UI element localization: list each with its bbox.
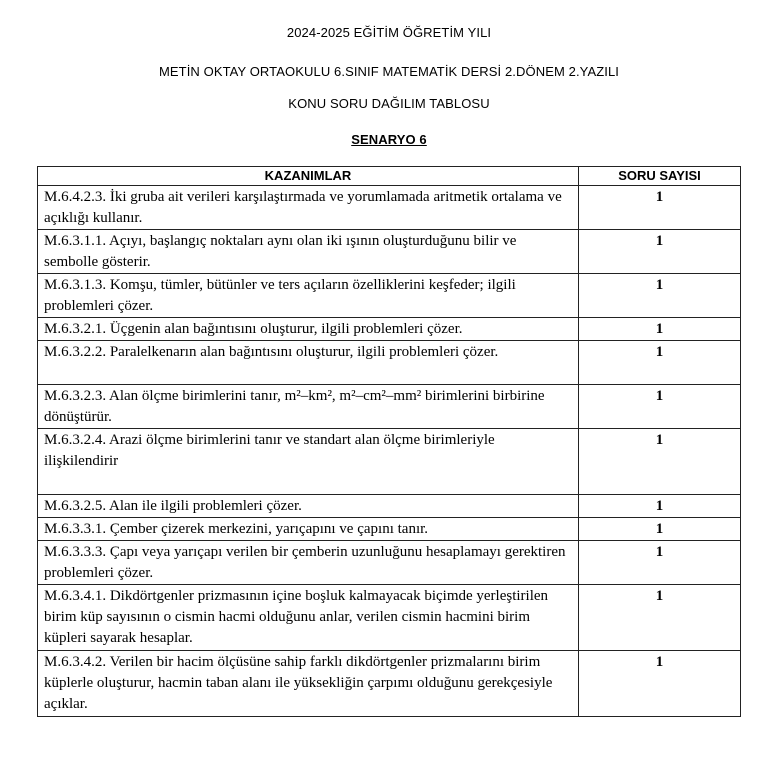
kazanim-cell: M.6.3.2.5. Alan ile ilgili problemleri çözer. xyxy=(38,495,579,518)
kazanim-cell: M.6.3.2.4. Arazi ölçme birimlerini tanır ve standart alan ölçme birimleriyle ilişkilendirir xyxy=(38,429,579,495)
table-row xyxy=(38,518,741,541)
table-row xyxy=(38,385,741,429)
kazanim-cell: M.6.3.2.3. Alan ölçme birimlerini tanır, m²–km², m²–cm²–mm² birimlerini birbirine dönüştürür. xyxy=(38,385,579,429)
kazanim-cell: M.6.3.1.3. Komşu, tümler, bütünler ve ters açıların özelliklerini keşfeder; ilgili problemleri çözer. xyxy=(38,274,579,318)
table-row xyxy=(38,495,741,518)
kazanim-cell: M.6.3.3.3. Çapı veya yarıçapı verilen bir çemberin uzunluğunu hesaplamayı gerektiren problemleri çözer. xyxy=(38,541,579,585)
soru-sayisi-cell: 1 xyxy=(579,341,741,385)
soru-sayisi-cell: 1 xyxy=(579,385,741,429)
scenario-title: SENARYO 6 xyxy=(351,132,427,147)
soru-sayisi-cell: 1 xyxy=(579,541,741,585)
kazanim-cell: M.6.3.4.1. Dikdörtgenler prizmasının içine boşluk kalmayacak biçimde yerleştirilen birim küp sayısının o cismin hacmi olduğunu anlar, verilen cismin hacmini birim küpleri sayarak hesaplar. xyxy=(38,585,579,651)
kazanim-cell: M.6.3.1.1. Açıyı, başlangıç noktaları aynı olan iki ışının oluşturduğunu bilir ve sembolle gösterir. xyxy=(38,230,579,274)
table-row xyxy=(38,341,741,385)
table-row xyxy=(38,230,741,274)
kazanim-cell: M.6.3.3.1. Çember çizerek merkezini, yarıçapını ve çapını tanır. xyxy=(38,518,579,541)
table-row xyxy=(38,651,741,717)
school-year-title: 2024-2025 EĞİTİM ÖĞRETİM YILI xyxy=(286,25,492,40)
table-row xyxy=(38,429,741,495)
column-header-soru-sayisi: SORU SAYISI xyxy=(579,167,741,186)
soru-sayisi-cell: 1 xyxy=(579,274,741,318)
distribution-table xyxy=(37,166,741,717)
table-row xyxy=(38,541,741,585)
kazanim-cell: M.6.3.4.2. Verilen bir hacim ölçüsüne sahip farklı dikdörtgenler prizmalarını birim küplerle oluşturur, hacmin taban alanı ile yüksekliğin çarpımı olduğunu gerekçesiyle açıklar. xyxy=(38,651,579,717)
kazanim-cell: M.6.4.2.3. İki gruba ait verileri karşılaştırmada ve yorumlamada aritmetik ortalama ve açıklığı kullanır. xyxy=(38,186,579,230)
table-header-row xyxy=(38,167,741,186)
soru-sayisi-cell: 1 xyxy=(579,318,741,341)
kazanim-cell: M.6.3.2.1. Üçgenin alan bağıntısını oluşturur, ilgili problemleri çözer. xyxy=(38,318,579,341)
kazanim-cell: M.6.3.2.2. Paralelkenarın alan bağıntısını oluşturur, ilgili problemleri çözer. xyxy=(38,341,579,385)
soru-sayisi-cell: 1 xyxy=(579,429,741,495)
soru-sayisi-cell: 1 xyxy=(579,585,741,651)
column-header-kazanimlar: KAZANIMLAR xyxy=(38,167,579,186)
soru-sayisi-cell: 1 xyxy=(579,230,741,274)
soru-sayisi-cell: 1 xyxy=(579,495,741,518)
exam-title: METİN OKTAY ORTAOKULU 6.SINIF MATEMATİK DERSİ 2.DÖNEM 2.YAZILI xyxy=(158,64,620,79)
table-row xyxy=(38,318,741,341)
soru-sayisi-cell: 1 xyxy=(579,651,741,717)
soru-sayisi-cell: 1 xyxy=(579,518,741,541)
table-title: KONU SORU DAĞILIM TABLOSU xyxy=(288,96,490,111)
table-row xyxy=(38,585,741,651)
table-row xyxy=(38,186,741,230)
soru-sayisi-cell: 1 xyxy=(579,186,741,230)
table-row xyxy=(38,274,741,318)
